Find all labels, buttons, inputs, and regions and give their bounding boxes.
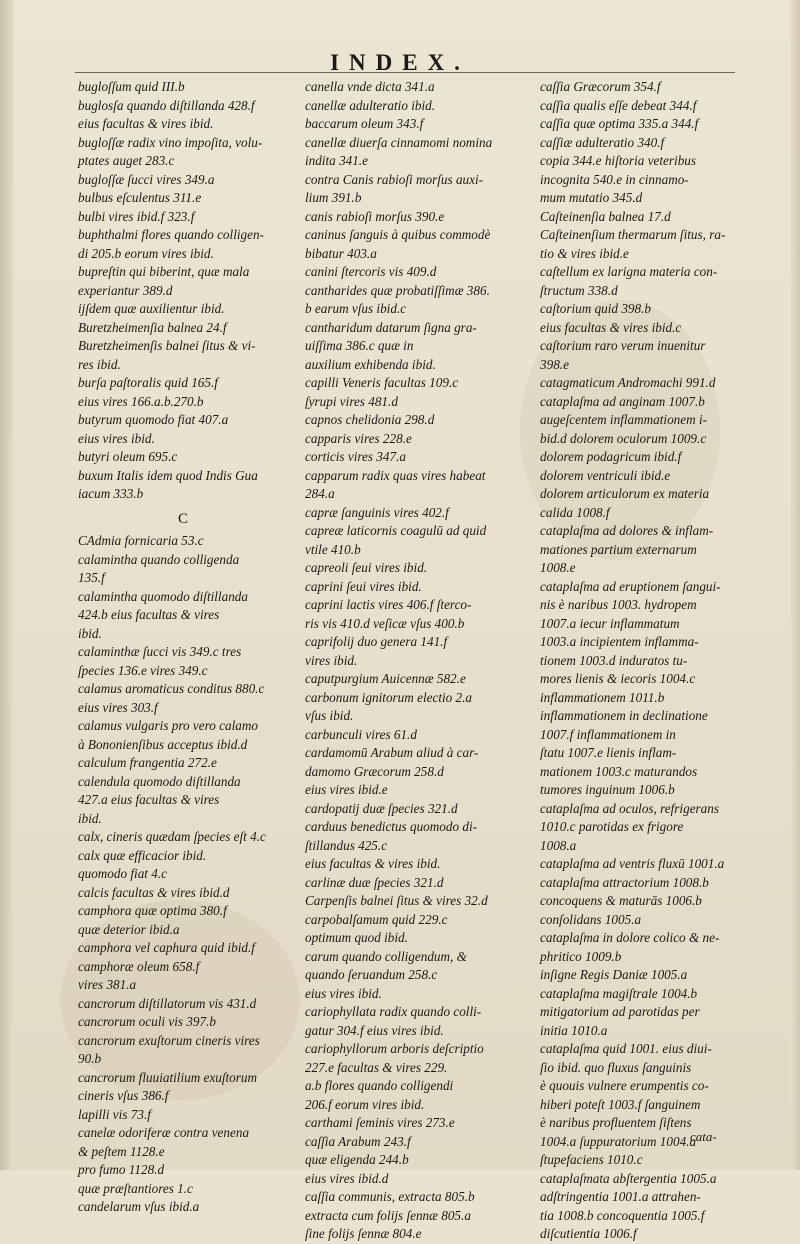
index-entry: capreoli ſeui vires ibid.: [305, 560, 428, 575]
index-entry: buxum Italis idem quod Indis Gua: [78, 467, 258, 483]
index-entry: camphora vel caphura quid ibid.f: [78, 940, 255, 955]
index-entry: 424.b eius facultas & vires: [78, 607, 220, 622]
index-entry: calamintha quando colligenda: [78, 551, 240, 567]
index-entry: Caſteinenſium thermarum ſitus, ra-: [540, 227, 726, 242]
index-entry: res ibid.: [78, 356, 121, 372]
index-entry: mum mutatio 345.d: [540, 190, 643, 205]
index-entry: eius vires 166.a.b.270.b: [78, 393, 204, 409]
index-entry: vires ibid.: [305, 652, 358, 668]
index-entry: inflammationem in declinatione: [540, 708, 708, 723]
index-column-1: [78, 78, 288, 1217]
index-entry: bulbi vires ibid.f 323.f: [78, 208, 195, 224]
index-entry: bugloſſæ radix vino impoſita, volu-: [78, 134, 263, 150]
index-entry: 90.b: [78, 1051, 102, 1066]
index-entry: 427.a eius facultas & vires: [78, 792, 220, 807]
index-entry: caſſiæ adulteratio 340.f: [540, 134, 665, 150]
index-entry: optimum quod ibid.: [305, 930, 408, 945]
index-entry: butyrum quomodo fiat 407.a: [78, 412, 229, 427]
index-entry: carbonum ignitorum electio 2.a: [305, 689, 473, 705]
index-entry: carum quando colligendum, &: [305, 948, 467, 964]
index-entry: bugloſſæ ſucci vires 349.a: [78, 171, 215, 187]
index-entry: 1007.a iecur inflammatum: [540, 615, 680, 631]
index-entry: caſtellum ex larigna materia con-: [540, 264, 718, 279]
index-entry: 398.e: [540, 356, 569, 372]
index-entry: butyri oleum 695.c: [78, 449, 178, 464]
index-entry: augeſcentem inflammationem i-: [540, 412, 708, 427]
index-entry: eius facultas & vires ibid.: [305, 856, 441, 871]
index-entry: cataplaſmata abſtergentia 1005.a: [540, 1170, 717, 1186]
index-entry: iacum 333.b: [78, 486, 144, 501]
index-entry: 227.e facultas & vires 229.: [305, 1059, 448, 1075]
index-entry: concoquens & maturās 1006.b: [540, 893, 702, 908]
index-entry: caſtorium quid 398.b: [540, 301, 651, 316]
index-entry: camphoræ oleum 658.f: [78, 958, 200, 974]
index-entry: canelæ odoriferæ contra venena: [78, 1125, 250, 1140]
index-entry: calamintha quomodo diſtillanda: [78, 588, 248, 604]
index-entry: cancrorum oculi vis 397.b: [78, 1014, 216, 1029]
index-entry: cardopatij duæ ſpecies 321.d: [305, 800, 458, 816]
index-entry: canella vnde dicta 341.a: [305, 79, 435, 94]
index-entry: mores lienis & iecoris 1004.c: [540, 671, 696, 686]
index-entry: experiantur 389.d: [78, 282, 173, 298]
index-entry: caſſia communis, extracta 805.b: [305, 1189, 475, 1204]
index-entry: buglosſa quando diſtillanda 428.f: [78, 97, 255, 113]
index-entry: caninus ſanguis à quibus commodè: [305, 227, 491, 242]
index-entry: mationem 1003.c maturandos: [540, 763, 698, 779]
index-entry: eius vires ibid.e: [305, 782, 388, 797]
header-rule: [75, 72, 735, 73]
index-entry: cataplaſma magiſtrale 1004.b: [540, 985, 698, 1001]
index-entry: caprifolij duo genera 141.f: [305, 634, 448, 649]
index-entry: ſtillandus 425.c: [305, 837, 388, 853]
index-entry: carthami ſeminis vires 273.e: [305, 1115, 455, 1130]
index-entry: b earum vſus ibid.c: [305, 301, 407, 316]
index-entry: eius vires ibid.: [78, 430, 155, 446]
index-entry: a.b flores quando colligendi: [305, 1078, 454, 1093]
index-entry: calx, cineris quædam ſpecies eſt 4.c: [78, 829, 266, 844]
index-entry: quæ deterior ibid.a: [78, 921, 180, 937]
index-entry: nis è naribus 1003. hydropem: [540, 597, 697, 612]
index-entry: Carpenſis balnei ſitus & vires 32.d: [305, 893, 488, 908]
index-entry: dolorem ventriculi ibid.e: [540, 467, 671, 483]
index-entry: cancrorum diſtillatorum vis 431.d: [78, 995, 257, 1011]
index-entry: calculum frangentia 272.e: [78, 755, 217, 770]
index-entry: è quouis vulnere erumpentis co-: [540, 1078, 709, 1093]
index-entry: Buretzheimenſis balnei ſitus & vi-: [78, 338, 256, 353]
index-entry: ſtatu 1007.e lienis inflam-: [540, 745, 677, 760]
index-entry: inſigne Regis Daniæ 1005.a: [540, 967, 688, 982]
index-entry: caprini ſeui vires ibid.: [305, 578, 422, 594]
index-entry: lium 391.b: [305, 190, 362, 205]
index-entry: bulbus eſculentus 311.e: [78, 190, 202, 205]
index-entry: tumores inguinum 1006.b: [540, 782, 675, 797]
index-entry: caſſia Arabum 243.f: [305, 1133, 411, 1149]
index-entry: 1008.e: [540, 560, 576, 575]
index-entry: tia 1008.b concoquentia 1005.f: [540, 1207, 705, 1223]
index-entry: capilli Veneris facultas 109.c: [305, 375, 459, 390]
index-entry: burſa paſtoralis quid 165.f: [78, 375, 218, 390]
index-entry: quæ præſtantiores 1.c: [78, 1180, 193, 1196]
index-entry: 1004.a ſuppuratorium 1004.a: [540, 1133, 697, 1149]
index-entry: cardamomū Arabum aliud à car-: [305, 745, 479, 760]
index-entry: cataplaſma quid 1001. eius diui-: [540, 1041, 712, 1056]
index-entry: candelarum vſus ibid.a: [78, 1199, 200, 1214]
index-entry: ibid.: [78, 810, 102, 826]
index-entry: bupreſtin qui biberint, quæ mala: [78, 264, 250, 279]
index-entry: carduus benedictus quomodo di-: [305, 819, 478, 834]
index-entry: ibid.: [78, 625, 102, 641]
index-entry: damomo Græcorum 258.d: [305, 763, 444, 779]
index-entry: cataplaſma ad eruptionem ſangui-: [540, 578, 721, 594]
index-entry: cataplaſma ad anginam 1007.b: [540, 393, 705, 409]
index-entry: cantharidum datarum ſigna gra-: [305, 319, 477, 335]
index-entry: canini ſtercoris vis 409.d: [305, 264, 437, 279]
index-entry: extracta cum folijs ſennæ 805.a: [305, 1207, 471, 1223]
index-entry: adſtringentia 1001.a attrahen-: [540, 1189, 701, 1204]
index-entry: cantharides quæ probatiſſimæ 386.: [305, 282, 490, 298]
index-entry: incognita 540.e in cinnamo-: [540, 171, 689, 187]
index-entry: catagmaticum Andromachi 991.d: [540, 375, 716, 390]
index-entry: baccarum oleum 343.f: [305, 116, 424, 131]
index-entry: ſtupefaciens 1010.c: [540, 1152, 643, 1167]
index-entry: eius vires 303.f: [78, 699, 158, 715]
index-entry: copia 344.e hiſtoria veteribus: [540, 153, 697, 168]
index-entry: calx quæ efficacior ibid.: [78, 847, 207, 863]
index-entry: 135.f: [78, 570, 105, 585]
index-entry: ſpecies 136.e vires 349.c: [78, 662, 208, 678]
index-entry: initia 1010.a: [540, 1022, 608, 1038]
index-entry: buphthalmi flores quando colligen-: [78, 227, 264, 242]
index-entry: dolorem articulorum ex materia: [540, 486, 710, 501]
index-entry: caſſia qualis eſſe debeat 344.f: [540, 97, 697, 113]
index-entry: caputpurgium Auicennæ 582.e: [305, 671, 466, 686]
index-entry: caſſia Græcorum 354.f: [540, 79, 661, 94]
index-entry: capreæ laticornis coagulū ad quid: [305, 523, 487, 538]
index-entry: ſine folijs ſennæ 804.e: [305, 1226, 422, 1241]
index-entry: auxilium exhibenda ibid.: [305, 356, 436, 372]
index-entry: calida 1008.f: [540, 504, 610, 520]
index-entry: eius facultas & vires ibid.c: [540, 319, 682, 335]
index-entry: 1008.a: [540, 837, 577, 853]
index-entry: 206.f eorum vires ibid.: [305, 1096, 425, 1112]
index-entry: inflammationem 1011.b: [540, 689, 665, 705]
index-entry: carlinæ duæ ſpecies 321.d: [305, 874, 444, 890]
index-entry: bugloſſum quid III.b: [78, 79, 185, 94]
index-entry: quando ſeruandum 258.c: [305, 967, 438, 982]
index-entry: Caſteinenſia balnea 17.d: [540, 208, 671, 224]
index-entry: mitigatorium ad parotidas per: [540, 1004, 700, 1019]
index-entry: pro fumo 1128.d: [78, 1162, 165, 1177]
page-header: INDEX.: [330, 50, 470, 75]
index-entry: eius vires ibid.d: [305, 1170, 389, 1186]
index-entry: vires 381.a: [78, 977, 137, 992]
index-entry: cineris vſus 386.f: [78, 1088, 169, 1103]
index-entry: lapilli vis 73.f: [78, 1106, 151, 1122]
index-entry: ijſdem quæ auxilientur ibid.: [78, 301, 225, 316]
index-entry: caprini lactis vires 406.f ſterco-: [305, 597, 472, 612]
index-entry: cataplaſma ad oculos, refrigerans: [540, 800, 719, 816]
index-entry: & peſtem 1128.e: [78, 1143, 165, 1159]
index-entry: phritico 1009.b: [540, 948, 622, 964]
index-entry: cataplaſma ad dolores & inflam-: [540, 523, 714, 538]
index-entry: vſus ibid.: [305, 708, 354, 723]
index-entry: bibatur 403.a: [305, 245, 377, 261]
index-entry: è naribus profluentem ſiſtens: [540, 1115, 692, 1130]
index-entry: uiſſima 386.c quæ in: [305, 338, 414, 353]
index-entry: caſtorium raro verum inuenitur: [540, 338, 706, 353]
index-entry: canellæ adulteratio ibid.: [305, 97, 436, 113]
index-entry: cancrorum fluuiatilium exuſtorum: [78, 1069, 257, 1085]
index-entry: ſtructum 338.d: [540, 282, 618, 298]
index-entry: canellæ diuerſa cinnamomi nomina: [305, 134, 493, 150]
index-entry: diſcutientia 1006.f: [540, 1226, 637, 1241]
index-entry: camphora quæ optima 380.f: [78, 903, 227, 918]
catchword: cata-: [690, 1129, 717, 1144]
index-entry: hiberi poteſt 1003.f ſanguinem: [540, 1096, 701, 1112]
index-entry: quæ eligenda 244.b: [305, 1152, 409, 1167]
index-entry: CAdmia fornicaria 53.c: [78, 533, 204, 548]
index-entry: 1010.c parotidas ex frigore: [540, 819, 684, 834]
index-entry: ptates auget 283.c: [78, 153, 175, 168]
index-entry: calamus aromaticus conditus 880.c: [78, 681, 265, 696]
index-entry: 1007.f inflammationem in: [540, 726, 676, 742]
index-entry: ris vis 410.d veſicæ vſus 400.b: [305, 615, 465, 631]
index-entry: cataplaſma attractorium 1008.b: [540, 874, 709, 890]
index-entry: calaminthæ ſucci vis 349.c tres: [78, 644, 242, 659]
index-entry: calcis facultas & vires ibid.d: [78, 884, 230, 900]
index-entry: ſyrupi vires 481.d: [305, 393, 398, 409]
index-entry: gatur 304.f eius vires ibid.: [305, 1022, 444, 1038]
index-entry: carpobalſamum quid 229.c: [305, 911, 448, 927]
index-entry: 284.a: [305, 486, 335, 501]
index-entry: à Bononienſibus acceptus ibid.d: [78, 736, 248, 752]
index-entry: vtile 410.b: [305, 541, 361, 557]
index-entry: Buretzheimenſia balnea 24.f: [78, 319, 227, 335]
index-entry: canis rabioſi morſus 390.e: [305, 208, 445, 224]
index-entry: tio & vires ibid.e: [540, 245, 629, 261]
index-entry: calendula quomodo diſtillanda: [78, 773, 241, 789]
index-entry: ſio ibid. quo fluxus ſanguinis: [540, 1059, 692, 1075]
index-entry: capparum radix quas vires habeat: [305, 467, 486, 483]
index-column-2: [305, 78, 515, 1244]
index-entry: quomodo fiat 4.c: [78, 866, 168, 881]
index-entry: cataplaſma ad ventris fluxū 1001.a: [540, 856, 725, 871]
index-entry: cataplaſma in dolore colico & ne-: [540, 930, 720, 945]
section-letter: C: [177, 510, 188, 527]
index-entry: eius vires ibid.: [305, 985, 382, 1001]
index-entry: cariophyllata radix quando colli-: [305, 1004, 482, 1019]
index-entry: eius facultas & vires ibid.: [78, 116, 214, 131]
index-entry: capræ ſanguinis vires 402.f: [305, 504, 449, 520]
index-entry: di 205.b eorum vires ibid.: [78, 245, 214, 261]
index-entry: corticis vires 347.a: [305, 449, 406, 464]
index-entry: conſolidans 1005.a: [540, 911, 642, 927]
index-entry: cancrorum exuſtorum cineris vires: [78, 1032, 260, 1048]
index-entry: contra Canis rabioſi morſus auxi-: [305, 171, 484, 187]
index-entry: 1003.a incipientem inflamma-: [540, 634, 699, 649]
index-entry: dolorem podagricum ibid.f: [540, 449, 682, 464]
index-entry: tionem 1003.d induratos tu-: [540, 652, 688, 668]
index-entry: capnos chelidonia 298.d: [305, 412, 435, 427]
index-column-3: [540, 78, 745, 1244]
index-entry: calamus vulgaris pro vero calamo: [78, 718, 258, 733]
index-entry: indita 341.e: [305, 153, 369, 168]
index-entry: bid.d dolorem oculorum 1009.c: [540, 430, 707, 446]
index-entry: capparis vires 228.e: [305, 430, 412, 446]
index-entry: caſſia quæ optima 335.a 344.f: [540, 116, 699, 131]
index-entry: mationes partium externarum: [540, 541, 697, 557]
index-entry: carbunculi vires 61.d: [305, 726, 417, 742]
index-entry: cariophyllorum arboris deſcriptio: [305, 1041, 484, 1056]
